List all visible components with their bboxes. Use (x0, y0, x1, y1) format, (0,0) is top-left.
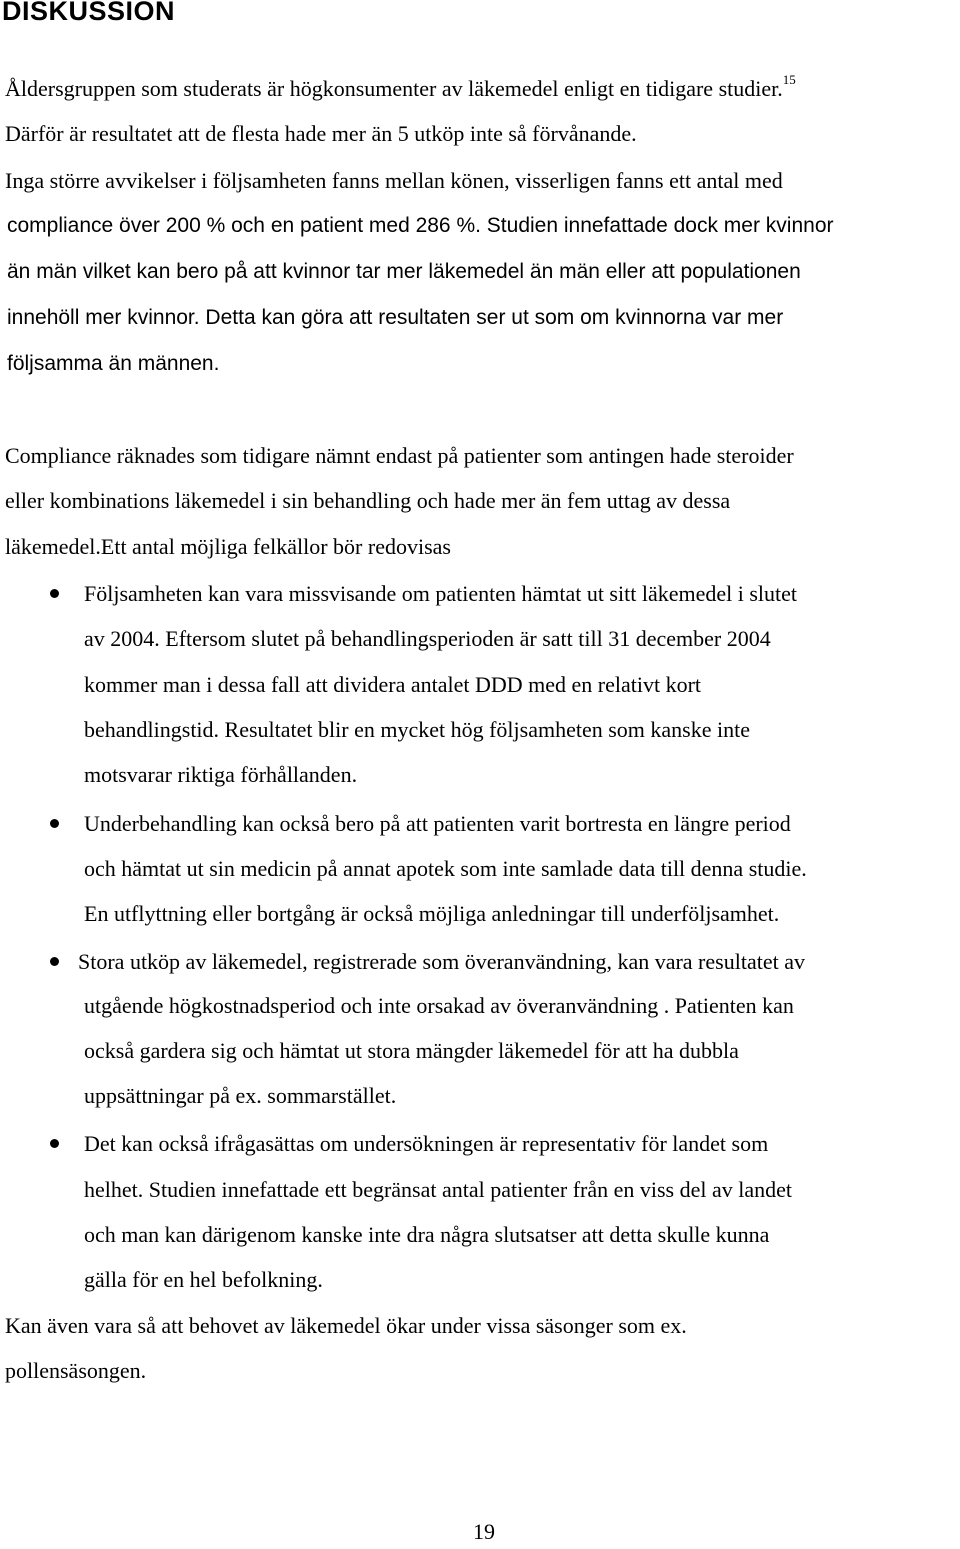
paragraph-line: läkemedel.Ett antal möjliga felkällor bör redovisas (5, 534, 451, 559)
list-item-line: också gardera sig och hämtat ut stora mängder läkemedel för att ha dubbla (84, 1038, 739, 1063)
list-item-line: och hämtat ut sin medicin på annat apotek som inte samlade data till denna studie. (84, 856, 807, 881)
paragraph-line: compliance över 200 % och en patient med 286 %. Studien innefattade dock mer kvinnor (7, 214, 834, 237)
list-item-line: uppsättningar på ex. sommarstället. (84, 1083, 397, 1108)
list-item-line: Det kan också ifrågasättas om undersökningen är representativ för landet som (84, 1131, 769, 1156)
list-item-line: Underbehandling kan också bero på att patienten varit bortresta en längre period (84, 811, 791, 836)
paragraph-line: eller kombinations läkemedel i sin behandling och hade mer än fem uttag av dessa (5, 488, 731, 513)
bullet-icon (50, 1139, 59, 1148)
paragraph-line: Compliance räknades som tidigare nämnt endast på patienter som antingen hade steroider (5, 443, 794, 468)
paragraph-line: Kan även vara så att behovet av läkemedel ökar under vissa säsonger som ex. (5, 1313, 687, 1338)
list-item-line: utgående högkostnadsperiod och inte orsakad av överanvändning . Patienten kan (84, 993, 794, 1018)
list-item-line: motsvarar riktiga förhållanden. (84, 762, 358, 787)
list-item-line: helhet. Studien innefattade ett begränsat antal patienter från en viss del av landet (84, 1177, 793, 1202)
page-number: 19 (473, 1519, 495, 1544)
list-item-line: Stora utköp av läkemedel, registrerade som överanvändning, kan vara resultatet av (78, 949, 805, 974)
paragraph-line: Åldersgruppen som studerats är högkonsumenter av läkemedel enligt en tidigare studier.$^{15}$ (5, 72, 796, 101)
bullet-icon (50, 819, 59, 828)
list-item-line: En utflyttning eller bortgång är också möjliga anledningar till underföljsamhet. (84, 901, 780, 926)
paragraph-line: Inga större avvikelser i följsamheten fanns mellan könen, visserligen fanns ett antal med (5, 168, 783, 193)
list-item-line: Följsamheten kan vara missvisande om patienten hämtat ut sitt läkemedel i slutet (84, 581, 798, 606)
paragraph-line: innehöll mer kvinnor. Detta kan göra att resultaten ser ut som om kvinnorna var mer (7, 306, 784, 329)
bullet-icon (50, 589, 59, 598)
list-item-line: kommer man i dessa fall att dividera antalet DDD med en relativt kort (84, 672, 702, 697)
paragraph-line: följsamma än männen. (7, 352, 220, 375)
paragraph-line: än män vilket kan bero på att kvinnor tar mer läkemedel än män eller att populationen (7, 260, 801, 283)
list-item-line: och man kan därigenom kanske inte dra några slutsatser att detta skulle kunna (84, 1222, 770, 1247)
footnote-reference: 15 (782, 72, 796, 87)
paragraph-line: Därför är resultatet att de flesta hade mer än 5 utköp inte så förvånande. (5, 121, 637, 146)
list-item-line: gälla för en hel befolkning. (84, 1267, 323, 1292)
paragraph-line: pollensäsongen. (5, 1358, 147, 1383)
list-item-line: behandlingstid. Resultatet blir en mycket hög följsamheten som kanske inte (84, 717, 750, 742)
bullet-icon (50, 957, 59, 966)
section-heading: DISKUSSION (2, 0, 176, 26)
list-item-line: av 2004. Eftersom slutet på behandlingsperioden är satt till 31 december 2004 (84, 626, 771, 651)
